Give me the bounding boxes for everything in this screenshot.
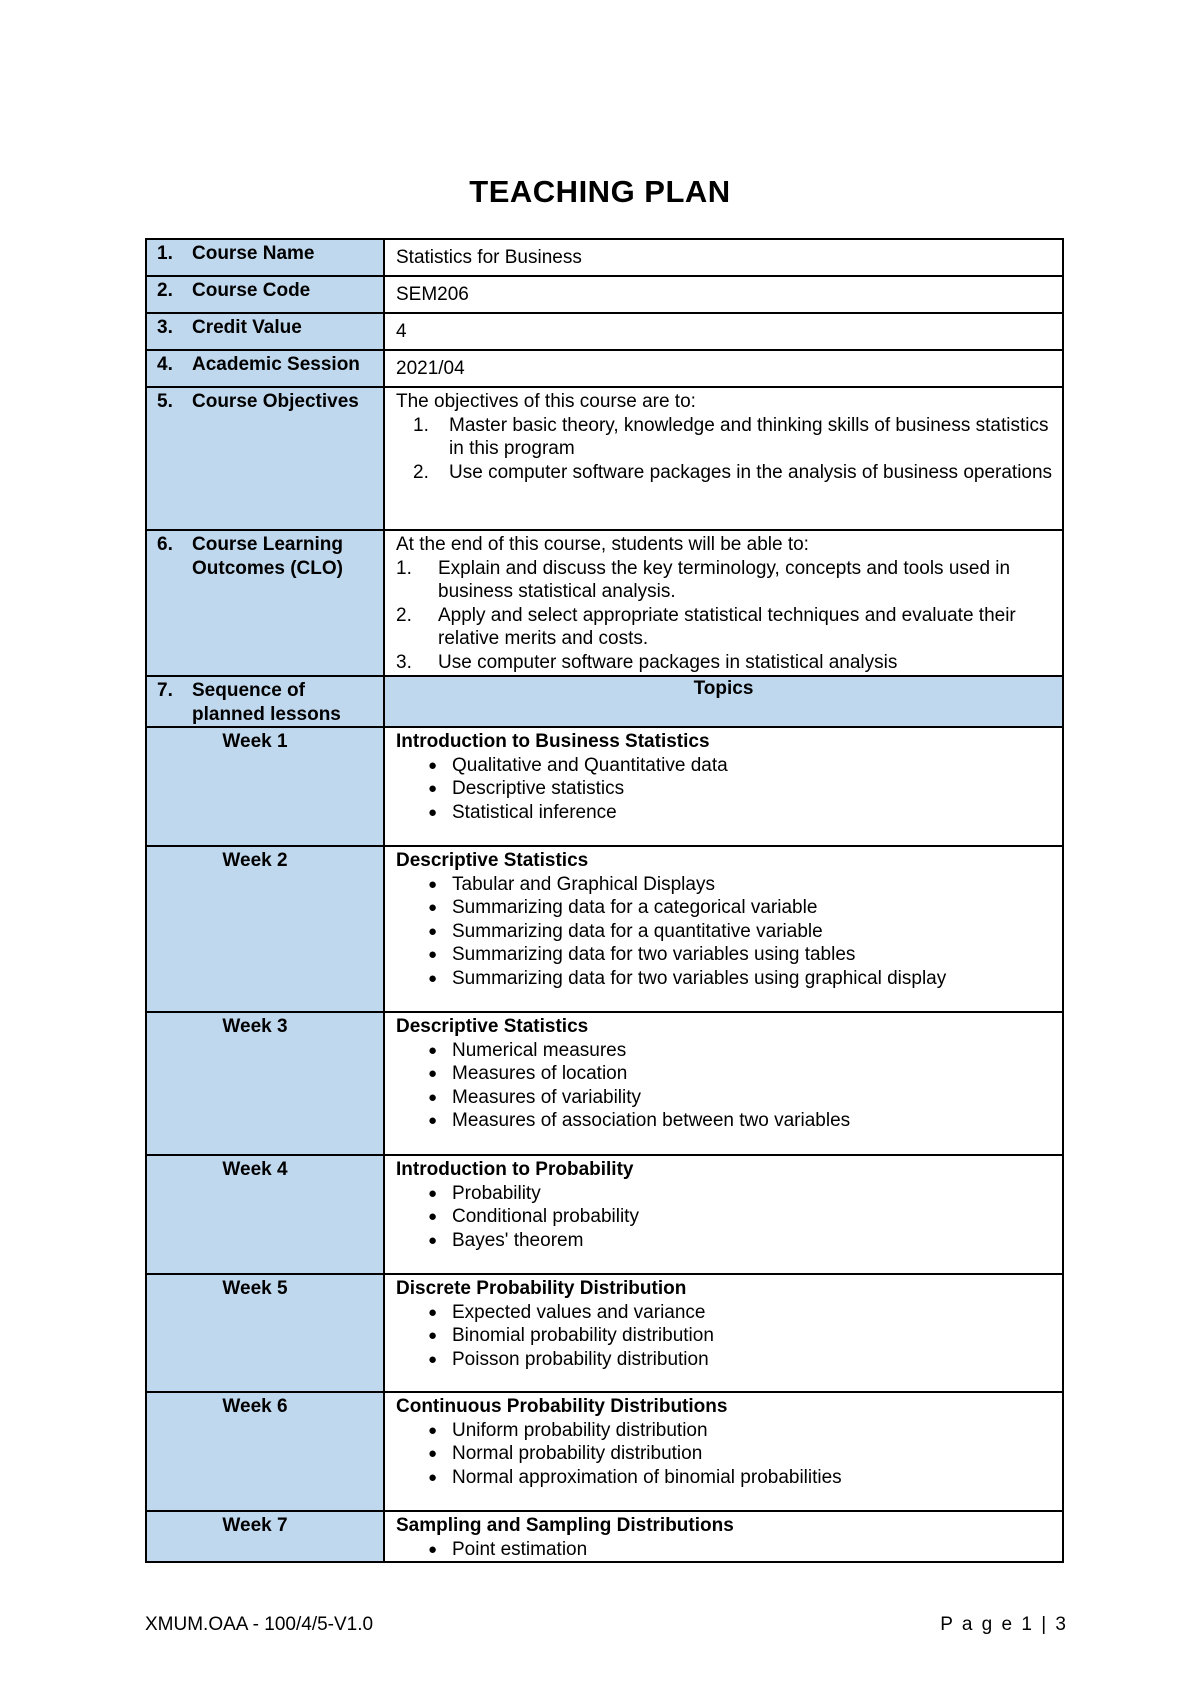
week-topic-text: Summarizing data for two variables using tables [452,944,856,965]
bullet-icon: ● [428,1468,438,1486]
bullet-icon: ● [428,946,438,963]
course-learning-outcomes-item-number: 2. [396,604,412,626]
bullet-icon: ● [428,780,438,797]
week-topic-item [396,1324,1062,1348]
week-topic-item [396,801,1062,825]
week-topic-item [396,777,1062,801]
week-topic-text: Normal probability distribution [452,1443,703,1464]
week-topic-title: Descriptive Statistics [396,850,589,871]
week-label: Week 5 [222,1278,288,1299]
bullet-icon: ● [428,1065,438,1082]
bullet-icon: ● [428,1208,438,1225]
sequence-number: 7. [157,680,173,701]
week-label-cell [146,1274,384,1392]
week-topics-cell [384,1274,1063,1392]
course-objectives-value-cell [384,387,1063,530]
week-topic-text: Probability [452,1182,541,1204]
sequence-header-row [146,676,1063,727]
week-topic-text: Summarizing data for a quantitative variable [452,920,823,942]
week-topic-item [396,967,1062,991]
info-row [146,313,1063,350]
topics-header: Topics [384,676,1063,727]
course-objectives-item-number: 2. [413,461,429,483]
week-row [146,1012,1063,1155]
info-row-label-cell [146,313,384,350]
week-topic-text: Summarizing data for a categorical variable [452,897,818,918]
bullet-icon: ● [428,969,438,987]
week-label-cell [146,1511,384,1562]
course-learning-outcomes-number: 6. [157,534,173,555]
week-label: Week 6 [222,1396,288,1417]
week-topic-list [396,1182,1062,1253]
course-objectives-intro: The objectives of this course are to: [396,391,696,412]
course-learning-outcomes-item [396,604,1062,651]
week-topics-cell [384,846,1063,1012]
week-label-cell [146,1155,384,1274]
course-objectives-list [396,414,1062,485]
course-learning-outcomes-item-text: Use computer software packages in statistical analysis [438,651,898,673]
week-topic-item [396,1301,1062,1325]
week-topic-text: Expected values and variance [452,1301,706,1323]
course-learning-outcomes-value-cell [384,530,1063,676]
course-learning-outcomes-item-number: 1. [396,557,412,579]
week-topic-title: Introduction to Probability [396,1159,634,1180]
week-topic-title: Descriptive Statistics [396,1016,589,1037]
week-topics-cell [384,1392,1063,1511]
course-objectives-item-number: 1. [413,414,429,436]
week-topics-cell [384,1511,1063,1562]
week-label-cell [146,727,384,846]
week-topic-title: Introduction to Business Statistics [396,731,710,752]
info-row-label: Academic Session [192,354,360,375]
info-row-value: 4 [396,321,407,342]
bullet-icon: ● [428,1421,438,1439]
course-learning-outcomes-item-number: 3. [396,651,412,673]
info-row-value-cell [384,350,1063,387]
bullet-icon: ● [428,1088,438,1106]
week-topic-item [396,754,1062,778]
week-row [146,1155,1063,1274]
bullet-icon: ● [428,1112,438,1129]
bullet-icon: ● [428,1445,438,1462]
course-objectives-item [396,461,1062,485]
week-topic-text: Statistical inference [452,801,617,823]
info-row [146,350,1063,387]
course-learning-outcomes-item [396,651,1062,675]
course-learning-outcomes-list [396,557,1062,675]
info-row-value-cell [384,313,1063,350]
week-label: Week 3 [222,1016,288,1037]
course-learning-outcomes-item-text: Explain and discuss the key terminology, concepts and tools used in business statistical analysis. [438,557,1011,602]
week-topic-item [396,1109,1062,1133]
week-row [146,1511,1063,1562]
info-row-value: 2021/04 [396,358,465,379]
info-row [146,276,1063,313]
info-row [146,239,1063,276]
info-row-number: 2. [157,280,173,301]
bullet-icon: ● [428,1540,438,1558]
week-topic-item [396,1039,1062,1063]
sequence-label: Sequence of planned lessons [192,680,341,725]
week-topic-item [396,1466,1062,1490]
week-topic-item [396,1205,1062,1229]
week-topic-text: Numerical measures [452,1039,627,1061]
bullet-icon: ● [428,1303,438,1321]
week-topic-item [396,1182,1062,1206]
week-topic-list [396,1419,1062,1490]
course-learning-outcomes-item-text: Apply and select appropriate statistical techniques and evaluate their relative merits and costs. [438,604,1016,649]
week-row [146,727,1063,846]
footer-doc-code: XMUM.OAA - 100/4/5-V1.0 [145,1614,374,1635]
info-row-value: SEM206 [396,284,469,305]
course-objectives-item-text: Master basic theory, knowledge and thinking skills of business statistics in this program [449,414,1049,459]
week-topic-item [396,896,1062,920]
info-row-label-cell [146,350,384,387]
week-label-cell [146,846,384,1012]
week-topic-text: Uniform probability distribution [452,1419,708,1441]
bullet-icon: ● [428,1041,438,1059]
week-topic-item [396,920,1062,944]
week-row [146,1274,1063,1392]
week-topic-text: Descriptive statistics [452,778,625,799]
course-objectives-label: Course Objectives [192,391,359,412]
week-topic-item [396,1442,1062,1466]
info-row-number: 4. [157,354,173,375]
bullet-icon: ● [428,875,438,893]
week-label-cell [146,1012,384,1155]
week-topic-list [396,1538,1062,1562]
week-topics-cell [384,727,1063,846]
bullet-icon: ● [428,1327,438,1344]
week-topic-text: Qualitative and Quantitative data [452,754,728,776]
week-topic-list [396,1039,1062,1133]
course-objectives-number: 5. [157,391,173,412]
week-topic-title: Continuous Probability Distributions [396,1396,728,1417]
info-row-value: Statistics for Business [396,247,582,268]
week-topic-item [396,943,1062,967]
week-topics-cell [384,1155,1063,1274]
week-row [146,846,1063,1012]
bullet-icon: ● [428,803,438,821]
week-topic-text: Measures of variability [452,1086,642,1108]
course-learning-outcomes-intro: At the end of this course, students will be able to: [396,534,809,555]
info-row-label: Course Code [192,280,311,301]
week-topic-item [396,873,1062,897]
week-row [146,1392,1063,1511]
week-topic-text: Measures of association between two variables [452,1110,851,1131]
week-topic-list [396,1301,1062,1372]
week-label-cell [146,1392,384,1511]
week-topic-text: Bayes' theorem [452,1229,584,1251]
week-topic-item [396,1086,1062,1110]
course-objectives-label-cell [146,387,384,530]
info-row-value-cell [384,276,1063,313]
week-topic-item [396,1229,1062,1253]
info-row-number: 1. [157,243,173,264]
bullet-icon: ● [428,922,438,940]
week-topics-cell [384,1012,1063,1155]
info-row-number: 3. [157,317,173,338]
week-topic-text: Binomial probability distribution [452,1325,714,1346]
footer-page-number: P a g e 1 | 3 [940,1614,1068,1635]
info-row-label: Credit Value [192,317,302,338]
bullet-icon: ● [428,756,438,774]
week-topic-text: Normal approximation of binomial probabilities [452,1466,842,1488]
week-topic-title: Sampling and Sampling Distributions [396,1515,734,1536]
info-row-label-cell [146,239,384,276]
course-objectives-row [146,387,1063,530]
week-topic-text: Summarizing data for two variables using graphical display [452,967,947,989]
info-row-label: Course Name [192,243,315,264]
week-label: Week 7 [222,1515,288,1536]
course-learning-outcomes-label-cell [146,530,384,676]
week-label: Week 1 [222,731,288,752]
sequence-label-cell [146,676,384,727]
week-topic-text: Point estimation [452,1538,588,1560]
bullet-icon: ● [428,1231,438,1249]
teaching-plan-table [145,238,1064,1563]
course-objectives-item-text: Use computer software packages in the analysis of business operations [449,461,1053,483]
week-label: Week 4 [222,1159,288,1180]
week-topic-item [396,1538,1062,1562]
course-objectives-item [396,414,1062,461]
week-label: Week 2 [222,850,288,871]
info-row-value-cell [384,239,1063,276]
week-topic-list [396,873,1062,991]
week-topic-text: Measures of location [452,1063,628,1084]
week-topic-item [396,1348,1062,1372]
week-topic-item [396,1419,1062,1443]
course-learning-outcomes-row [146,530,1063,676]
bullet-icon: ● [428,1184,438,1202]
week-topic-text: Tabular and Graphical Displays [452,873,715,895]
course-learning-outcomes-label: Course Learning Outcomes (CLO) [192,534,343,579]
bullet-icon: ● [428,1350,438,1368]
week-topic-text: Poisson probability distribution [452,1348,709,1370]
course-learning-outcomes-item [396,557,1062,604]
bullet-icon: ● [428,899,438,916]
info-row-label-cell [146,276,384,313]
page-title: TEACHING PLAN [469,174,731,209]
week-topic-item [396,1062,1062,1086]
week-topic-title: Discrete Probability Distribution [396,1278,687,1299]
week-topic-text: Conditional probability [452,1206,639,1227]
week-topic-list [396,754,1062,825]
